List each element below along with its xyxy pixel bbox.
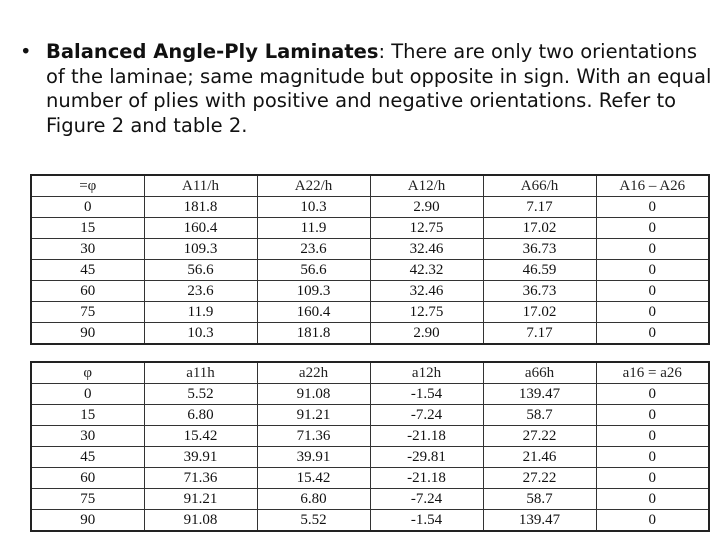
compliance-table-cell: 6.80 [144, 405, 257, 426]
compliance-table-row [31, 447, 709, 468]
compliance-table-cell: 71.36 [144, 468, 257, 489]
bullet-point [20, 40, 715, 138]
compliance-table-body [31, 384, 709, 532]
compliance-table-cell: 58.7 [483, 405, 596, 426]
stiffness-table-header-row [31, 175, 709, 197]
compliance-table-cell: 27.22 [483, 426, 596, 447]
compliance-table-column-header: a16 = a26 [596, 362, 709, 384]
compliance-table-row [31, 384, 709, 405]
stiffness-table-header [31, 175, 709, 197]
stiffness-table-cell: 12.75 [370, 302, 483, 323]
compliance-table-header [31, 362, 709, 384]
stiffness-table-column-header: =φ [31, 175, 144, 197]
compliance-table-column-header: a12h [370, 362, 483, 384]
stiffness-table-row [31, 239, 709, 260]
compliance-table-cell: -21.18 [370, 468, 483, 489]
stiffness-table-row [31, 281, 709, 302]
stiffness-table-cell: 46.59 [483, 260, 596, 281]
stiffness-table-cell: 17.02 [483, 302, 596, 323]
stiffness-table-cell: 2.90 [370, 323, 483, 345]
stiffness-table [30, 174, 710, 345]
stiffness-table-cell: 45 [31, 260, 144, 281]
compliance-table-cell: 15 [31, 405, 144, 426]
compliance-table-row [31, 405, 709, 426]
compliance-table-cell: -1.54 [370, 384, 483, 405]
stiffness-table-cell: 36.73 [483, 239, 596, 260]
compliance-table-cell: 0 [596, 405, 709, 426]
stiffness-table-cell: 160.4 [257, 302, 370, 323]
compliance-table-cell: 0 [596, 447, 709, 468]
bullet-body [46, 40, 715, 138]
stiffness-table-cell: 109.3 [257, 281, 370, 302]
stiffness-table-column-header: A22/h [257, 175, 370, 197]
compliance-table-row [31, 489, 709, 510]
stiffness-table-cell: 0 [596, 197, 709, 218]
compliance-table-cell: -7.24 [370, 489, 483, 510]
stiffness-table-cell: 181.8 [257, 323, 370, 345]
compliance-table [30, 361, 710, 532]
compliance-table-row [31, 510, 709, 532]
compliance-table-cell: 39.91 [257, 447, 370, 468]
stiffness-table-cell: 0 [31, 197, 144, 218]
stiffness-table-cell: 12.75 [370, 218, 483, 239]
stiffness-table-cell: 0 [596, 323, 709, 345]
compliance-table-cell: 0 [596, 384, 709, 405]
compliance-table-cell: 39.91 [144, 447, 257, 468]
compliance-table-cell: 5.52 [257, 510, 370, 532]
stiffness-table-cell: 181.8 [144, 197, 257, 218]
stiffness-table-cell: 0 [596, 260, 709, 281]
stiffness-table-column-header: A12/h [370, 175, 483, 197]
compliance-table-cell: 91.21 [144, 489, 257, 510]
compliance-table-cell: 0 [596, 510, 709, 532]
stiffness-table-cell: 0 [596, 239, 709, 260]
stiffness-table-cell: 75 [31, 302, 144, 323]
stiffness-table-cell: 32.46 [370, 239, 483, 260]
stiffness-table-row [31, 260, 709, 281]
compliance-table-cell: 139.47 [483, 384, 596, 405]
stiffness-table-column-header: A66/h [483, 175, 596, 197]
bullet-line [20, 40, 715, 138]
stiffness-table-cell: 23.6 [144, 281, 257, 302]
stiffness-table-column-header: A11/h [144, 175, 257, 197]
stiffness-table-cell: 2.90 [370, 197, 483, 218]
compliance-table-cell: 15.42 [144, 426, 257, 447]
stiffness-table-cell: 42.32 [370, 260, 483, 281]
stiffness-table-cell: 7.17 [483, 197, 596, 218]
compliance-table-column-header: a22h [257, 362, 370, 384]
stiffness-table-cell: 11.9 [257, 218, 370, 239]
compliance-table-cell: 6.80 [257, 489, 370, 510]
compliance-table-cell: 21.46 [483, 447, 596, 468]
stiffness-table-cell: 0 [596, 281, 709, 302]
stiffness-table-body [31, 197, 709, 345]
compliance-table-cell: 0 [31, 384, 144, 405]
bullet-text: : There are only two orientations of the laminae; same magnitude but opposite in sign. With an equal number of plies with positive and negative orientations. Refer to Figure 2 and table 2. [46, 40, 712, 137]
compliance-table-cell: 58.7 [483, 489, 596, 510]
compliance-table-cell: 45 [31, 447, 144, 468]
compliance-table-cell: -29.81 [370, 447, 483, 468]
stiffness-table-cell: 0 [596, 218, 709, 239]
stiffness-table-cell: 0 [596, 302, 709, 323]
compliance-table-cell: 0 [596, 468, 709, 489]
stiffness-table-cell: 30 [31, 239, 144, 260]
compliance-table-cell: 90 [31, 510, 144, 532]
stiffness-table-cell: 32.46 [370, 281, 483, 302]
stiffness-table-row [31, 323, 709, 345]
stiffness-table-cell: 160.4 [144, 218, 257, 239]
compliance-table-column-header: a66h [483, 362, 596, 384]
compliance-table-column-header: φ [31, 362, 144, 384]
stiffness-table-row [31, 218, 709, 239]
compliance-table-cell: 0 [596, 426, 709, 447]
compliance-table-cell: -7.24 [370, 405, 483, 426]
stiffness-table-cell: 56.6 [144, 260, 257, 281]
stiffness-table-cell: 23.6 [257, 239, 370, 260]
stiffness-table-cell: 10.3 [257, 197, 370, 218]
compliance-table-cell: -1.54 [370, 510, 483, 532]
compliance-table-cell: 30 [31, 426, 144, 447]
bullet-title: Balanced Angle-Ply Laminates [46, 40, 379, 63]
stiffness-table-cell: 56.6 [257, 260, 370, 281]
stiffness-table-cell: 10.3 [144, 323, 257, 345]
stiffness-table-cell: 15 [31, 218, 144, 239]
stiffness-table-cell: 60 [31, 281, 144, 302]
bullet-marker: • [20, 40, 32, 63]
stiffness-table-cell: 7.17 [483, 323, 596, 345]
stiffness-table-cell: 11.9 [144, 302, 257, 323]
compliance-table-cell: 5.52 [144, 384, 257, 405]
compliance-table-row [31, 468, 709, 489]
compliance-table-cell: 139.47 [483, 510, 596, 532]
stiffness-table-column-header: A16 – A26 [596, 175, 709, 197]
compliance-table-cell: 71.36 [257, 426, 370, 447]
compliance-table-cell: -21.18 [370, 426, 483, 447]
compliance-table-row [31, 426, 709, 447]
stiffness-table-cell: 109.3 [144, 239, 257, 260]
stiffness-table-row [31, 302, 709, 323]
compliance-table-cell: 91.08 [257, 384, 370, 405]
compliance-table-cell: 91.08 [144, 510, 257, 532]
stiffness-table-row [31, 197, 709, 218]
compliance-table-cell: 91.21 [257, 405, 370, 426]
compliance-table-header-row [31, 362, 709, 384]
compliance-table-cell: 60 [31, 468, 144, 489]
compliance-table-cell: 75 [31, 489, 144, 510]
compliance-table-cell: 0 [596, 489, 709, 510]
compliance-table-cell: 27.22 [483, 468, 596, 489]
compliance-table-cell: 15.42 [257, 468, 370, 489]
stiffness-table-cell: 90 [31, 323, 144, 345]
stiffness-table-cell: 17.02 [483, 218, 596, 239]
compliance-table-column-header: a11h [144, 362, 257, 384]
stiffness-table-cell: 36.73 [483, 281, 596, 302]
